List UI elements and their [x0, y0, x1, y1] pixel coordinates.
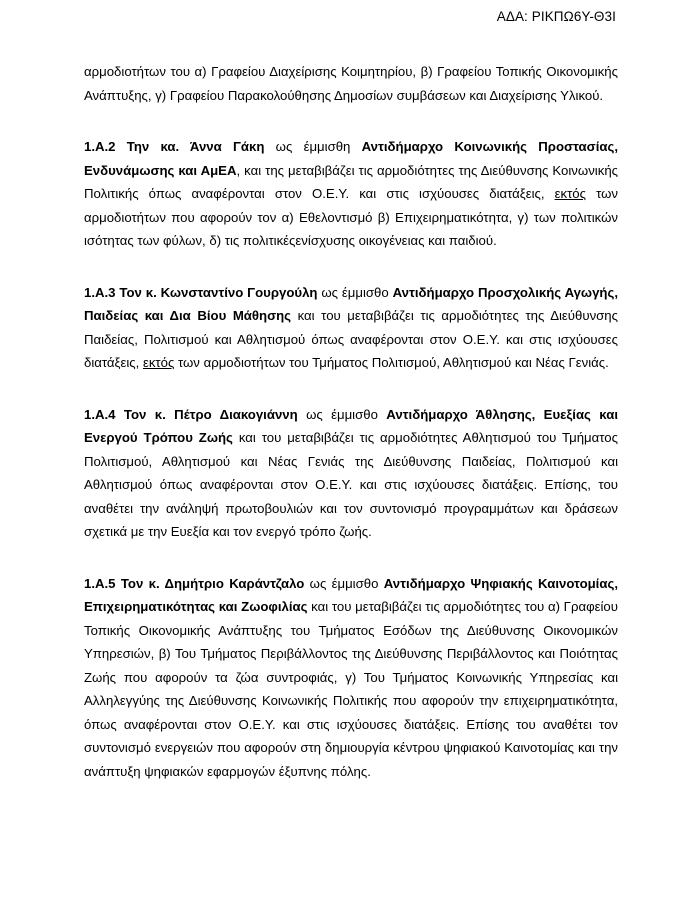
text-segment: , και της μεταβιβάζει τις αρμοδιότητες της Διεύθυνσης Κοινωνικής Πολιτικής όπως αναφέρονται στον Ο.Ε.Υ. και στις ισχύουσες διατάξεις,	[84, 162, 619, 201]
text-segment: των αρμοδιοτήτων που αφορούν τον α) Εθελοντισμό β) Επιχειρηματικότητα, γ) των πολιτικών ισότητας των φύλων, δ) τις πολιτικέςενίσχυσης οικογένειας και παιδιού.	[84, 186, 619, 248]
role-title: Αντιδήμαρχο Προσχολικής Αγωγής, Παιδείας και Δια Βίου Μάθησης	[84, 284, 618, 323]
paragraph-gap	[84, 544, 618, 572]
text-segment: ως έμμισθο	[297, 406, 387, 422]
person-name: Τον κ. Πέτρο Διακογιάννη	[123, 406, 298, 422]
person-name: Τον κ. Δημήτριο Καράντζαλο	[120, 575, 305, 591]
text-segment: ως έμμισθη	[264, 139, 362, 154]
paragraph-1a5	[84, 572, 618, 784]
paragraph-1a2	[84, 135, 618, 253]
except-word: εκτός	[142, 355, 175, 370]
paragraph-continuation	[84, 60, 618, 107]
paragraph-1a4	[84, 403, 618, 544]
person-name: Τον κ. Κωνσταντίνο Γουργούλη	[119, 284, 318, 300]
paragraph-1a3	[84, 281, 618, 375]
text-segment: και του μεταβιβάζει τις αρμοδιότητες της Διεύθυνσης Παιδείας, Πολιτισμού και Αθλητισμού όπως αναφέρονται στον Ο.Ε.Υ. και στις ισχύουσες διατάξεις,	[84, 308, 618, 370]
paragraph-gap	[84, 375, 618, 403]
text-segment: και του μεταβιβάζει τις αρμοδιότητες του α) Γραφείου Τοπικής Οικονομικής Ανάπτυξης του Τμήματος Εσόδων της Διεύθυνσης Οικονομικών Υπηρεσιών, β) Του Τμήματος Περιβάλλοντος της Διεύθυνσης Περιβάλλοντος και Ποιότητας Ζωής που αφορούν τα ζώα συντροφιάς, γ) Του Τμήματος Κοινωνικής Υπηρεσίας και Αλληλεγγύης της Διεύθυνσης Κοινωνικής Πολιτικής που αφορούν την επιχειρηματικότητα, όπως αναφέρονται στον Ο.Ε.Υ. και στις ισχύουσες διατάξεις. Επίσης του αναθέτει τον συντονισμό ενεργειών που αφορούν στη δημιουργία κέντρου ψηφιακού Καινοτομίας και την ανάπτυξη ψηφιακών εφαρμογών έξυπνης πόλης.	[84, 599, 618, 779]
document-body	[84, 60, 618, 783]
text-segment: ως έμμισθο	[317, 284, 393, 300]
except-word: εκτός	[554, 186, 586, 201]
role-title: Αντιδήμαρχο Ψηφιακής Καινοτομίας, Επιχειρηματικότητας και Ζωοφιλίας	[84, 575, 618, 614]
section-number: 1.Α.4	[84, 406, 116, 422]
person-name: Την κα. Άννα Γάκη	[126, 139, 265, 154]
text-segment: και του μεταβιβάζει τις αρμοδιότητες Αθλητισμού του Τμήματος Πολιτισμού, Αθλητισμού και Νέας Γενιάς της Διεύθυνσης Παιδείας, Πολιτισμού και Αθλητισμού όπως αναφέρονται στον Ο.Ε.Υ. και στις ισχύουσες διατάξεις. Επίσης, του αναθέτει την ανάληψή πρωτοβουλιών και τον συντονισμό προγραμμάτων και δράσεων σχετικά με την Ευεξία και τον ενεργό τρόπο ζωής.	[84, 430, 618, 539]
section-number: 1.Α.5	[84, 575, 116, 591]
paragraph-gap	[84, 107, 618, 135]
paragraph-gap	[84, 253, 618, 281]
section-number: 1.Α.3	[84, 284, 116, 300]
section-number: 1.Α.2	[84, 139, 116, 154]
role-title: Αντιδήμαρχο Κοινωνικής Προστασίας, Ενδυνάμωσης και ΑμΕΑ	[84, 139, 618, 178]
text-segment: των αρμοδιοτήτων του Τμήματος Πολιτισμού, Αθλητισμού και Νέας Γενιάς.	[174, 355, 609, 370]
role-title: Αντιδήμαρχο Άθλησης, Ευεξίας και Ενεργού Τρόπου Ζωής	[84, 406, 618, 445]
text-segment: ως έμμισθο	[304, 575, 384, 591]
ada-code: ΑΔΑ: ΡΙΚΠΩ6Υ-Θ3Ι	[496, 9, 616, 24]
continuation-text: αρμοδιοτήτων του α) Γραφείου Διαχείρισης Κοιμητηρίου, β) Γραφείου Τοπικής Οικονομικής Ανάπτυξης, γ) Γραφείου Παρακολούθησης Δημοσίων συμβάσεων και Διαχείρισης Υλικού.	[84, 64, 618, 103]
